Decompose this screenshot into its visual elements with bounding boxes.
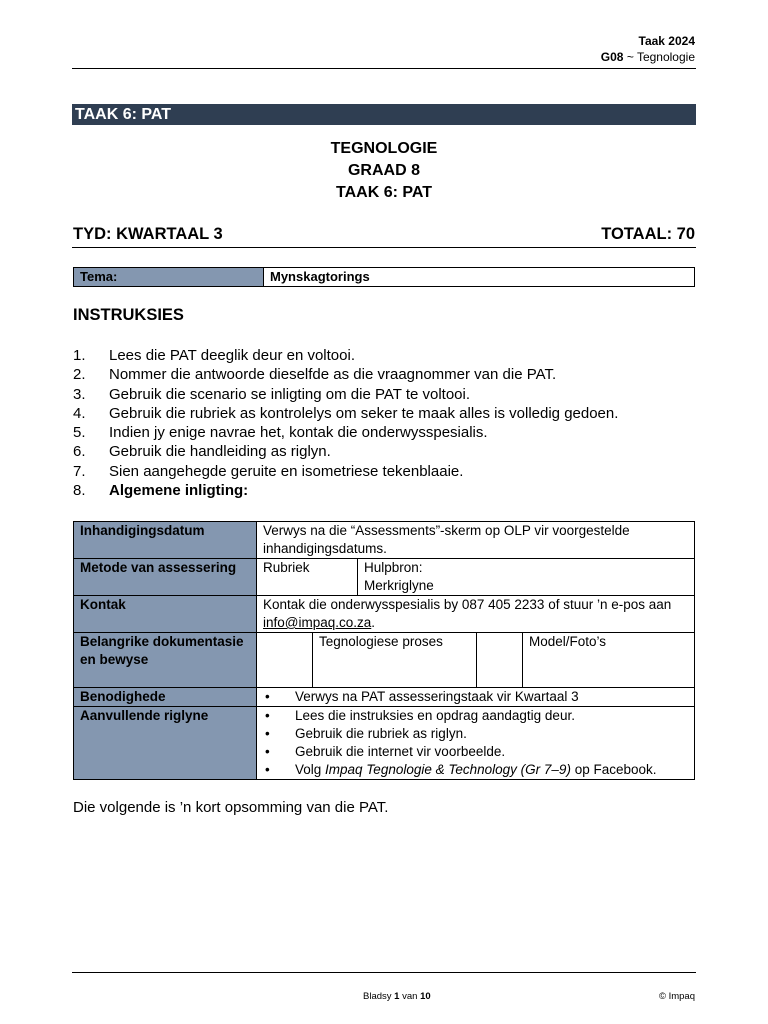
instruction-item: 1. Lees die PAT deeglik deur en voltooi. (73, 347, 355, 364)
list-item: • Gebruik die rubriek as riglyn. (265, 726, 467, 741)
instruction-item: 8. Algemene inligting: (73, 482, 249, 500)
instruction-item: 6. Gebruik die handleiding as riglyn. (73, 443, 331, 461)
table-row (74, 633, 695, 688)
bullet-icon: • (265, 744, 270, 759)
list-item: • Verwys na PAT assesseringstaak vir Kwartaal 3 (265, 689, 579, 704)
requirements-label: Benodighede (74, 688, 257, 707)
footer-divider (72, 972, 696, 973)
submission-date-label: Inhandigingsdatum (74, 522, 257, 559)
additional-guidelines-value (257, 707, 695, 780)
title-divider (72, 247, 696, 248)
bullet-icon: • (265, 708, 270, 723)
list-item: • Gebruik die internet vir voorbeelde. (265, 744, 506, 759)
instruction-item: 7. Sien aangehegde geruite en isometriese tekenblaaie. (73, 462, 464, 480)
header-task-year: Taak 2024 (638, 34, 695, 48)
instruction-item: 3. Gebruik die scenario se inligting om die PAT te voltooi. (73, 385, 471, 403)
header-divider (72, 68, 696, 69)
assessment-method-rubric: Rubriek (257, 559, 358, 595)
time-label: TYD: KWARTAAL 3 (73, 225, 223, 243)
general-info-table (73, 521, 695, 780)
total-marks: TOTAAL: 70 (601, 225, 695, 243)
section-banner: TAAK 6: PAT (72, 104, 696, 125)
table-row (74, 522, 695, 559)
assessment-method-label: Metode van assessering (74, 559, 257, 596)
technological-process-label: Tegnologiese proses (313, 633, 477, 687)
title-grade: GRAAD 8 (347, 162, 420, 179)
important-docs-label: Belangrike dokumentasie en bewyse (74, 633, 257, 688)
assessment-method-cell (257, 559, 695, 596)
important-docs-cell (257, 633, 695, 688)
instructions-list (73, 346, 618, 500)
instruction-item: 4. Gebruik die rubriek as kontrolelys om seker te maak alles is volledig gedoen. (73, 404, 619, 422)
list-item: • Volg Impaq Tegnologie & Technology (Gr 7–9) op Facebook. (265, 762, 657, 777)
title-subject: TEGNOLOGIE (330, 140, 438, 157)
contact-email-link[interactable]: info@impaq.co.za (263, 615, 372, 630)
theme-label: Tema: (74, 268, 264, 286)
instructions-heading: INSTRUKSIES (73, 306, 184, 324)
checkbox-cell-process (257, 633, 313, 687)
checkbox-cell-model (477, 633, 523, 687)
theme-box (73, 267, 695, 287)
model-photos-label: Model/Foto’s (529, 634, 607, 649)
assessment-resource: Hulpbron: Merkriglyne (364, 560, 434, 593)
bullet-icon: • (265, 762, 270, 777)
list-item: • Lees die instruksies en opdrag aandagtig deur. (265, 708, 575, 723)
header-grade-subject: G08 ~ Tegnologie (600, 50, 695, 64)
summary-text: Die volgende is ’n kort opsomming van die PAT. (73, 799, 389, 816)
additional-guidelines-label: Aanvullende riglyne (74, 707, 257, 780)
theme-value: Mynskagtorings (270, 269, 370, 284)
copyright-notice: © Impaq (658, 991, 695, 1002)
requirements-value (257, 688, 695, 707)
table-row (74, 707, 695, 780)
contact-label: Kontak (74, 596, 257, 633)
table-row (74, 559, 695, 596)
table-row (74, 688, 695, 707)
page-number: Bladsy 1 van 10 (363, 991, 431, 1002)
title-task: TAAK 6: PAT (336, 184, 432, 201)
bullet-icon: • (265, 726, 270, 741)
instruction-item: 5. Indien jy enige navrae het, kontak die onderwysspesialis. (73, 424, 488, 442)
bullet-icon: • (265, 689, 270, 704)
document-title-block (72, 138, 696, 204)
submission-date-value: Verwys na die “Assessments”-skerm op OLP vir voorgestelde inhandigingsdatums. (257, 522, 695, 559)
page-header (601, 33, 695, 65)
contact-value: Kontak die onderwysspesialis by 087 405 2233 of stuur ’n e-pos aan info@impaq.co.za. (257, 596, 695, 633)
instruction-item: 2. Nommer die antwoorde dieselfde as die vraagnommer van die PAT. (73, 366, 557, 384)
table-row (74, 596, 695, 633)
